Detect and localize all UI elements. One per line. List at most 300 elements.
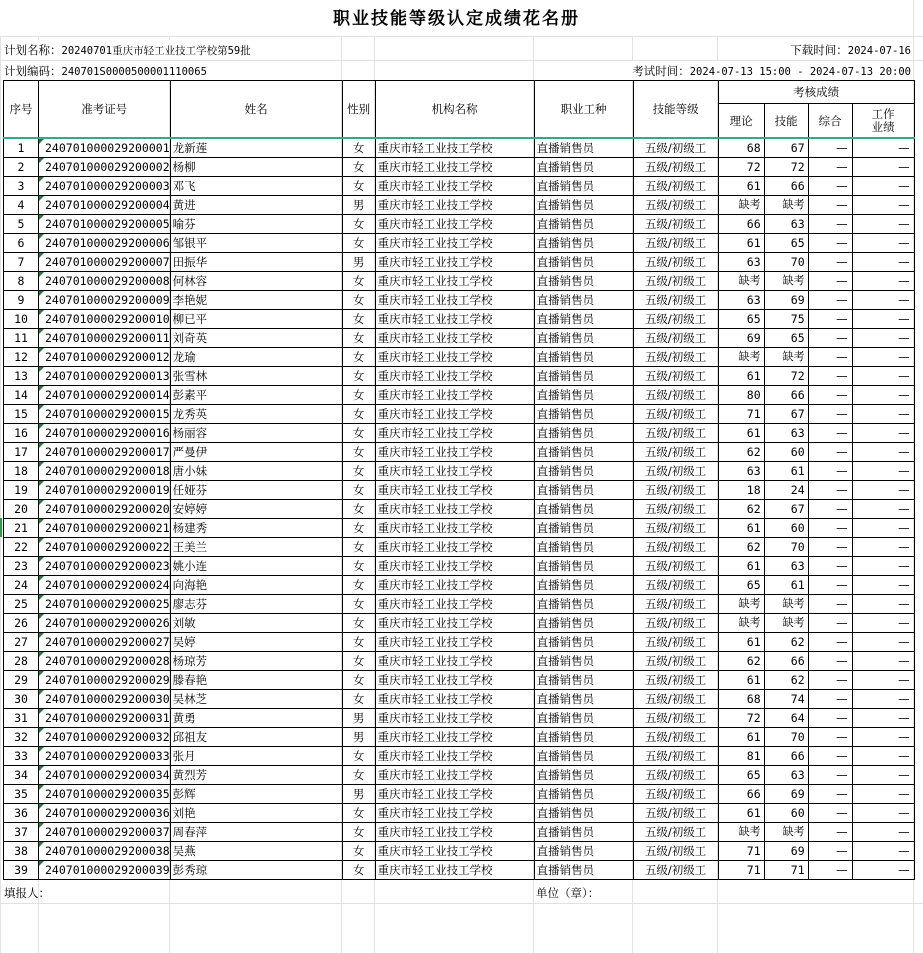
cell-overall[interactable]: — [808,291,852,310]
cell-sex[interactable]: 女 [342,424,375,443]
cell-level[interactable]: 五级/初级工 [633,500,718,519]
cell-level[interactable]: 五级/初级工 [633,557,718,576]
cell-theory[interactable]: 66 [718,785,764,804]
cell-sex[interactable]: 女 [342,481,375,500]
cell-sex[interactable]: 男 [342,785,375,804]
cell-job[interactable]: 直播销售员 [534,690,633,709]
cell-sex[interactable]: 女 [342,747,375,766]
cell-org[interactable]: 重庆市轻工业技工学校 [375,234,534,253]
cell-job[interactable]: 直播销售员 [534,272,633,291]
cell-job[interactable]: 直播销售员 [534,652,633,671]
table-row[interactable] [4,861,915,880]
cell-job[interactable]: 直播销售员 [534,614,633,633]
cell-sex[interactable]: 女 [342,861,375,880]
cell-overall[interactable]: — [808,728,852,747]
cell-sex[interactable]: 女 [342,234,375,253]
cell-theory[interactable]: 61 [718,177,764,196]
cell-name[interactable]: 严曼伊 [170,443,342,462]
cell-seq[interactable]: 38 [4,842,39,861]
cell-exam-id[interactable] [39,462,171,481]
cell-exam-id[interactable] [39,690,171,709]
cell-exam-id[interactable] [39,367,171,386]
cell-level[interactable]: 五级/初级工 [633,329,718,348]
cell-seq[interactable]: 8 [4,272,39,291]
cell-work-performance[interactable]: — [852,671,914,690]
cell-overall[interactable]: — [808,158,852,177]
cell-exam-id[interactable] [39,842,171,861]
table-row[interactable] [4,291,915,310]
cell-work-performance[interactable]: — [852,785,914,804]
cell-sex[interactable]: 男 [342,728,375,747]
cell-theory[interactable]: 81 [718,747,764,766]
cell-level[interactable]: 五级/初级工 [633,519,718,538]
cell-overall[interactable]: — [808,215,852,234]
cell-name[interactable]: 龙秀英 [170,405,342,424]
cell-name[interactable]: 杨柳 [170,158,342,177]
cell-skill[interactable]: 63 [764,215,808,234]
cell-exam-id[interactable] [39,405,171,424]
cell-level[interactable]: 五级/初级工 [633,804,718,823]
cell-sex[interactable]: 女 [342,557,375,576]
cell-theory[interactable]: 缺考 [718,348,764,367]
cell-sex[interactable]: 女 [342,671,375,690]
cell-skill[interactable]: 67 [764,405,808,424]
cell-exam-id[interactable] [39,386,171,405]
cell-exam-id[interactable] [39,614,171,633]
cell-work-performance[interactable]: — [852,310,914,329]
cell-exam-id[interactable] [39,196,171,215]
cell-job[interactable]: 直播销售员 [534,557,633,576]
cell-name[interactable]: 张月 [170,747,342,766]
cell-overall[interactable]: — [808,576,852,595]
cell-theory[interactable]: 61 [718,633,764,652]
cell-seq[interactable]: 4 [4,196,39,215]
cell-skill[interactable]: 65 [764,329,808,348]
cell-sex[interactable]: 女 [342,576,375,595]
cell-skill[interactable]: 缺考 [764,348,808,367]
cell-skill[interactable]: 69 [764,291,808,310]
cell-org[interactable]: 重庆市轻工业技工学校 [375,652,534,671]
table-row[interactable] [4,652,915,671]
cell-seq[interactable]: 31 [4,709,39,728]
cell-job[interactable]: 直播销售员 [534,310,633,329]
cell-job[interactable]: 直播销售员 [534,747,633,766]
cell-exam-id[interactable] [39,595,171,614]
cell-sex[interactable]: 女 [342,329,375,348]
cell-exam-id[interactable] [39,652,171,671]
cell-work-performance[interactable]: — [852,842,914,861]
cell-level[interactable]: 五级/初级工 [633,614,718,633]
cell-job[interactable]: 直播销售员 [534,234,633,253]
cell-name[interactable]: 杨琼芳 [170,652,342,671]
cell-seq[interactable]: 11 [4,329,39,348]
cell-skill[interactable]: 缺考 [764,823,808,842]
cell-seq[interactable]: 26 [4,614,39,633]
cell-level[interactable]: 五级/初级工 [633,671,718,690]
cell-skill[interactable]: 74 [764,690,808,709]
cell-sex[interactable]: 女 [342,405,375,424]
cell-exam-id[interactable] [39,519,171,538]
cell-work-performance[interactable]: — [852,823,914,842]
cell-exam-id[interactable] [39,804,171,823]
cell-org[interactable]: 重庆市轻工业技工学校 [375,424,534,443]
cell-theory[interactable]: 61 [718,557,764,576]
cell-sex[interactable]: 女 [342,138,375,158]
cell-name[interactable]: 杨丽容 [170,424,342,443]
cell-sex[interactable]: 女 [342,804,375,823]
cell-name[interactable]: 安婷婷 [170,500,342,519]
cell-level[interactable]: 五级/初级工 [633,595,718,614]
cell-seq[interactable]: 17 [4,443,39,462]
table-row[interactable] [4,557,915,576]
cell-level[interactable]: 五级/初级工 [633,766,718,785]
cell-overall[interactable]: — [808,671,852,690]
cell-level[interactable]: 五级/初级工 [633,234,718,253]
cell-name[interactable]: 邓飞 [170,177,342,196]
cell-org[interactable]: 重庆市轻工业技工学校 [375,310,534,329]
cell-overall[interactable]: — [808,652,852,671]
cell-overall[interactable]: — [808,804,852,823]
cell-level[interactable]: 五级/初级工 [633,633,718,652]
cell-level[interactable]: 五级/初级工 [633,291,718,310]
cell-org[interactable]: 重庆市轻工业技工学校 [375,842,534,861]
cell-exam-id[interactable] [39,861,171,880]
cell-level[interactable]: 五级/初级工 [633,215,718,234]
cell-exam-id[interactable] [39,138,171,158]
cell-overall[interactable]: — [808,500,852,519]
cell-theory[interactable]: 65 [718,766,764,785]
cell-skill[interactable]: 缺考 [764,614,808,633]
cell-overall[interactable]: — [808,253,852,272]
cell-theory[interactable]: 80 [718,386,764,405]
cell-exam-id[interactable] [39,671,171,690]
cell-level[interactable]: 五级/初级工 [633,138,718,158]
cell-theory[interactable]: 62 [718,500,764,519]
cell-org[interactable]: 重庆市轻工业技工学校 [375,177,534,196]
cell-name[interactable]: 黄烈芳 [170,766,342,785]
table-row[interactable] [4,500,915,519]
cell-work-performance[interactable]: — [852,652,914,671]
cell-overall[interactable]: — [808,348,852,367]
cell-seq[interactable]: 6 [4,234,39,253]
cell-skill[interactable]: 66 [764,386,808,405]
cell-overall[interactable]: — [808,747,852,766]
cell-seq[interactable]: 12 [4,348,39,367]
cell-seq[interactable]: 34 [4,766,39,785]
table-row[interactable] [4,823,915,842]
cell-work-performance[interactable]: — [852,728,914,747]
cell-overall[interactable]: — [808,614,852,633]
table-row[interactable] [4,348,915,367]
cell-level[interactable]: 五级/初级工 [633,462,718,481]
cell-name[interactable]: 廖志芬 [170,595,342,614]
cell-name[interactable]: 张雪林 [170,367,342,386]
cell-seq[interactable]: 28 [4,652,39,671]
cell-theory[interactable]: 61 [718,424,764,443]
cell-work-performance[interactable]: — [852,443,914,462]
table-row[interactable] [4,462,915,481]
cell-job[interactable]: 直播销售员 [534,804,633,823]
cell-work-performance[interactable]: — [852,177,914,196]
cell-exam-id[interactable] [39,348,171,367]
cell-exam-id[interactable] [39,823,171,842]
cell-skill[interactable]: 71 [764,861,808,880]
cell-skill[interactable]: 64 [764,709,808,728]
cell-seq[interactable]: 25 [4,595,39,614]
table-row[interactable] [4,253,915,272]
table-row[interactable] [4,633,915,652]
cell-overall[interactable]: — [808,481,852,500]
cell-work-performance[interactable]: — [852,595,914,614]
cell-skill[interactable]: 61 [764,462,808,481]
cell-seq[interactable]: 36 [4,804,39,823]
cell-level[interactable]: 五级/初级工 [633,405,718,424]
table-row[interactable] [4,443,915,462]
cell-level[interactable]: 五级/初级工 [633,158,718,177]
cell-seq[interactable]: 5 [4,215,39,234]
cell-org[interactable]: 重庆市轻工业技工学校 [375,766,534,785]
cell-seq[interactable]: 20 [4,500,39,519]
cell-level[interactable]: 五级/初级工 [633,367,718,386]
cell-name[interactable]: 彭素平 [170,386,342,405]
cell-theory[interactable]: 18 [718,481,764,500]
cell-skill[interactable]: 缺考 [764,272,808,291]
cell-overall[interactable]: — [808,861,852,880]
cell-overall[interactable]: — [808,519,852,538]
cell-overall[interactable]: — [808,462,852,481]
cell-overall[interactable]: — [808,424,852,443]
cell-work-performance[interactable]: — [852,766,914,785]
cell-work-performance[interactable]: — [852,481,914,500]
cell-name[interactable]: 邱祖友 [170,728,342,747]
cell-seq[interactable]: 13 [4,367,39,386]
cell-job[interactable]: 直播销售员 [534,481,633,500]
table-row[interactable] [4,538,915,557]
cell-org[interactable]: 重庆市轻工业技工学校 [375,196,534,215]
cell-skill[interactable]: 63 [764,766,808,785]
cell-seq[interactable]: 32 [4,728,39,747]
cell-sex[interactable]: 女 [342,766,375,785]
cell-sex[interactable]: 女 [342,158,375,177]
cell-seq[interactable]: 3 [4,177,39,196]
table-row[interactable] [4,215,915,234]
cell-theory[interactable]: 61 [718,519,764,538]
cell-name[interactable]: 唐小妹 [170,462,342,481]
table-row[interactable] [4,595,915,614]
cell-name[interactable]: 吴林芝 [170,690,342,709]
cell-job[interactable]: 直播销售员 [534,424,633,443]
cell-org[interactable]: 重庆市轻工业技工学校 [375,633,534,652]
cell-skill[interactable]: 缺考 [764,196,808,215]
cell-exam-id[interactable] [39,234,171,253]
cell-job[interactable]: 直播销售员 [534,177,633,196]
cell-org[interactable]: 重庆市轻工业技工学校 [375,576,534,595]
cell-overall[interactable]: — [808,234,852,253]
cell-skill[interactable]: 66 [764,177,808,196]
cell-theory[interactable]: 61 [718,671,764,690]
cell-theory[interactable]: 缺考 [718,196,764,215]
cell-job[interactable]: 直播销售员 [534,348,633,367]
cell-name[interactable]: 任娅芬 [170,481,342,500]
cell-job[interactable]: 直播销售员 [534,785,633,804]
cell-job[interactable]: 直播销售员 [534,728,633,747]
cell-work-performance[interactable]: — [852,709,914,728]
cell-theory[interactable]: 71 [718,842,764,861]
cell-org[interactable]: 重庆市轻工业技工学校 [375,348,534,367]
table-row[interactable] [4,424,915,443]
cell-skill[interactable]: 72 [764,367,808,386]
cell-work-performance[interactable]: — [852,253,914,272]
cell-theory[interactable]: 61 [718,804,764,823]
cell-skill[interactable]: 69 [764,842,808,861]
cell-overall[interactable]: — [808,842,852,861]
cell-org[interactable]: 重庆市轻工业技工学校 [375,785,534,804]
cell-job[interactable]: 直播销售员 [534,158,633,177]
cell-theory[interactable]: 63 [718,462,764,481]
cell-name[interactable]: 李艳妮 [170,291,342,310]
cell-level[interactable]: 五级/初级工 [633,177,718,196]
cell-theory[interactable]: 71 [718,861,764,880]
cell-org[interactable]: 重庆市轻工业技工学校 [375,557,534,576]
table-row[interactable] [4,709,915,728]
cell-work-performance[interactable]: — [852,747,914,766]
cell-org[interactable]: 重庆市轻工业技工学校 [375,253,534,272]
cell-seq[interactable]: 33 [4,747,39,766]
cell-skill[interactable]: 70 [764,538,808,557]
cell-exam-id[interactable] [39,329,171,348]
cell-level[interactable]: 五级/初级工 [633,823,718,842]
cell-overall[interactable]: — [808,405,852,424]
cell-name[interactable]: 滕春艳 [170,671,342,690]
cell-skill[interactable]: 70 [764,253,808,272]
cell-theory[interactable]: 62 [718,443,764,462]
cell-level[interactable]: 五级/初级工 [633,424,718,443]
cell-exam-id[interactable] [39,215,171,234]
cell-name[interactable]: 王美兰 [170,538,342,557]
cell-org[interactable]: 重庆市轻工业技工学校 [375,481,534,500]
cell-sex[interactable]: 女 [342,310,375,329]
cell-exam-id[interactable] [39,424,171,443]
cell-seq[interactable]: 19 [4,481,39,500]
cell-org[interactable]: 重庆市轻工业技工学校 [375,462,534,481]
table-row[interactable] [4,481,915,500]
cell-overall[interactable]: — [808,557,852,576]
cell-skill[interactable]: 缺考 [764,595,808,614]
cell-overall[interactable]: — [808,196,852,215]
cell-level[interactable]: 五级/初级工 [633,348,718,367]
cell-theory[interactable]: 61 [718,728,764,747]
table-row[interactable] [4,196,915,215]
table-row[interactable] [4,234,915,253]
table-row[interactable] [4,728,915,747]
cell-sex[interactable]: 女 [342,842,375,861]
cell-work-performance[interactable]: — [852,557,914,576]
cell-sex[interactable]: 女 [342,462,375,481]
cell-skill[interactable]: 62 [764,671,808,690]
cell-job[interactable]: 直播销售员 [534,138,633,158]
cell-skill[interactable]: 60 [764,443,808,462]
cell-theory[interactable]: 缺考 [718,614,764,633]
cell-exam-id[interactable] [39,481,171,500]
cell-name[interactable]: 周春萍 [170,823,342,842]
cell-org[interactable]: 重庆市轻工业技工学校 [375,158,534,177]
cell-overall[interactable]: — [808,709,852,728]
cell-overall[interactable]: — [808,443,852,462]
cell-org[interactable]: 重庆市轻工业技工学校 [375,367,534,386]
cell-overall[interactable]: — [808,367,852,386]
cell-org[interactable]: 重庆市轻工业技工学校 [375,329,534,348]
cell-overall[interactable]: — [808,633,852,652]
cell-exam-id[interactable] [39,443,171,462]
cell-theory[interactable]: 66 [718,215,764,234]
cell-work-performance[interactable]: — [852,462,914,481]
table-row[interactable] [4,405,915,424]
cell-job[interactable]: 直播销售员 [534,462,633,481]
cell-level[interactable]: 五级/初级工 [633,196,718,215]
cell-level[interactable]: 五级/初级工 [633,481,718,500]
cell-org[interactable]: 重庆市轻工业技工学校 [375,709,534,728]
table-row[interactable] [4,842,915,861]
cell-skill[interactable]: 60 [764,804,808,823]
cell-job[interactable]: 直播销售员 [534,443,633,462]
cell-sex[interactable]: 女 [342,177,375,196]
cell-skill[interactable]: 67 [764,138,808,158]
table-row[interactable] [4,804,915,823]
cell-job[interactable]: 直播销售员 [534,500,633,519]
cell-skill[interactable]: 65 [764,234,808,253]
cell-job[interactable]: 直播销售员 [534,766,633,785]
cell-name[interactable]: 黄进 [170,196,342,215]
cell-work-performance[interactable]: — [852,424,914,443]
table-row[interactable] [4,386,915,405]
cell-name[interactable]: 刘奇英 [170,329,342,348]
table-row[interactable] [4,614,915,633]
cell-org[interactable]: 重庆市轻工业技工学校 [375,823,534,842]
cell-work-performance[interactable]: — [852,500,914,519]
cell-level[interactable]: 五级/初级工 [633,728,718,747]
cell-overall[interactable]: — [808,138,852,158]
cell-name[interactable]: 姚小连 [170,557,342,576]
cell-work-performance[interactable]: — [852,215,914,234]
cell-exam-id[interactable] [39,728,171,747]
table-row[interactable] [4,785,915,804]
cell-name[interactable]: 田振华 [170,253,342,272]
cell-skill[interactable]: 24 [764,481,808,500]
cell-org[interactable]: 重庆市轻工业技工学校 [375,804,534,823]
table-row[interactable] [4,177,915,196]
cell-sex[interactable]: 女 [342,291,375,310]
cell-job[interactable]: 直播销售员 [534,215,633,234]
cell-job[interactable]: 直播销售员 [534,519,633,538]
cell-work-performance[interactable]: — [852,576,914,595]
cell-name[interactable]: 喻芬 [170,215,342,234]
cell-theory[interactable]: 缺考 [718,595,764,614]
cell-sex[interactable]: 男 [342,709,375,728]
cell-job[interactable]: 直播销售员 [534,671,633,690]
cell-org[interactable]: 重庆市轻工业技工学校 [375,138,534,158]
cell-level[interactable]: 五级/初级工 [633,538,718,557]
cell-skill[interactable]: 75 [764,310,808,329]
cell-name[interactable]: 向海艳 [170,576,342,595]
table-row[interactable] [4,272,915,291]
cell-level[interactable]: 五级/初级工 [633,386,718,405]
cell-overall[interactable]: — [808,823,852,842]
cell-org[interactable]: 重庆市轻工业技工学校 [375,728,534,747]
cell-name[interactable]: 吴燕 [170,842,342,861]
cell-seq[interactable]: 1 [4,138,39,158]
cell-sex[interactable]: 女 [342,652,375,671]
cell-name[interactable]: 吴婷 [170,633,342,652]
